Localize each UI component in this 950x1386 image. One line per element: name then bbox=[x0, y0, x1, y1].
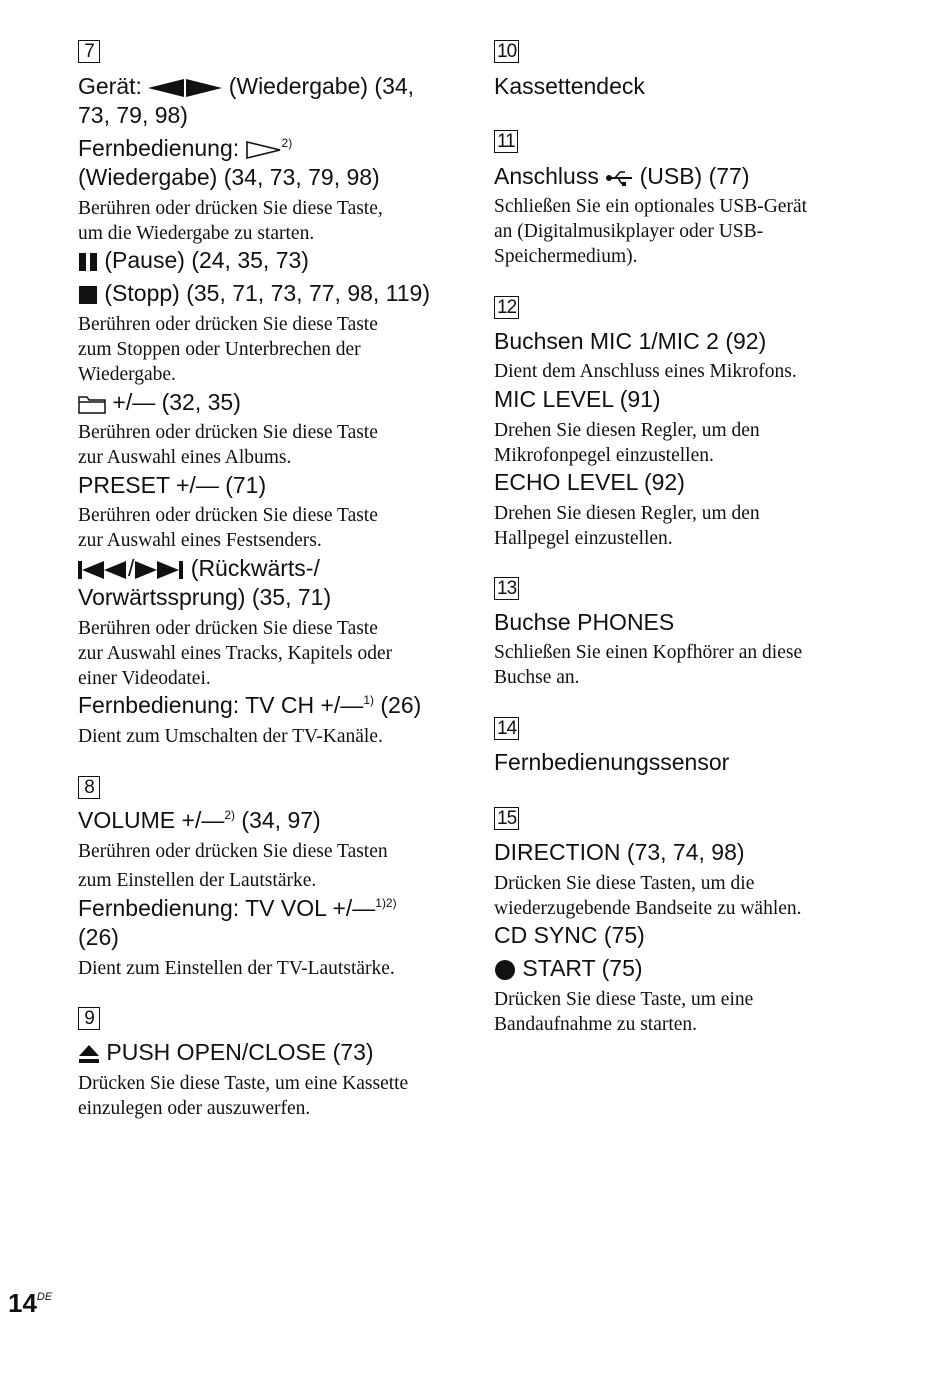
sensor-heading: Fernbedienungssensor bbox=[494, 749, 730, 775]
skip-description-line2: zur Auswahl eines Tracks, Kapitels oder bbox=[78, 643, 393, 664]
tv-ch-ref: (26) bbox=[380, 692, 422, 718]
stop-heading bbox=[78, 279, 430, 308]
footnote-ref: 2) bbox=[224, 808, 236, 822]
fernbedienung-play-heading bbox=[78, 134, 292, 163]
play-description-line2: um die Wiedergabe zu starten. bbox=[78, 223, 315, 244]
geraet-heading bbox=[78, 72, 414, 101]
eject-icon bbox=[78, 1044, 100, 1064]
geraet-label: Gerät: bbox=[78, 73, 142, 99]
skip-back-icon bbox=[78, 560, 128, 580]
skip-separator: / bbox=[128, 555, 135, 581]
push-open-close-label: PUSH OPEN/CLOSE (73) bbox=[106, 1039, 374, 1065]
preset-heading: PRESET +/— (71) bbox=[78, 472, 267, 498]
section-9-number bbox=[78, 1007, 100, 1030]
push-open-close-heading bbox=[78, 1038, 374, 1067]
section-number: 9 bbox=[78, 1007, 100, 1030]
direction-description-line2: wiederzugebende Bandseite zu wählen. bbox=[494, 898, 802, 919]
page-number bbox=[8, 1288, 52, 1319]
folder-description-line2: zur Auswahl eines Albums. bbox=[78, 447, 292, 468]
section-number: 14 bbox=[494, 717, 519, 740]
preset-description-line1: Berühren oder drücken Sie diese Taste bbox=[78, 505, 378, 526]
push-description-line1: Drücken Sie diese Taste, um eine Kassette bbox=[78, 1073, 409, 1094]
stop-description-line3: Wiedergabe. bbox=[78, 364, 176, 385]
skip-description-line1: Berühren oder drücken Sie diese Taste bbox=[78, 618, 378, 639]
direction-heading: DIRECTION (73, 74, 98) bbox=[494, 839, 745, 865]
mic-level-description-line2: Mikrofonpegel einzustellen. bbox=[494, 445, 714, 466]
skip-heading-cont: Vorwärtssprung) (35, 71) bbox=[78, 584, 332, 610]
anschluss-label: Anschluss bbox=[494, 163, 599, 189]
section-number: 13 bbox=[494, 577, 519, 600]
usb-heading bbox=[494, 162, 750, 191]
record-icon bbox=[494, 959, 516, 981]
section-13-number bbox=[494, 577, 519, 600]
tv-ch-heading bbox=[78, 691, 421, 720]
volume-description-line1: Berühren oder drücken Sie diese Tasten bbox=[78, 841, 388, 862]
section-7-number bbox=[78, 40, 100, 63]
echo-level-description-line1: Drehen Sie diesen Regler, um den bbox=[494, 503, 760, 524]
usb-description-line1: Schließen Sie ein optionales USB-Gerät bbox=[494, 196, 808, 217]
skip-heading bbox=[78, 554, 320, 583]
pause-icon bbox=[78, 252, 98, 272]
volume-label: VOLUME +/— bbox=[78, 807, 225, 833]
tv-vol-heading bbox=[78, 894, 397, 923]
start-heading bbox=[494, 954, 643, 983]
pause-heading bbox=[78, 246, 309, 275]
folder-heading bbox=[78, 388, 241, 417]
tv-vol-ref: (26) bbox=[78, 924, 119, 950]
section-number: 8 bbox=[78, 776, 100, 799]
cd-sync-heading: CD SYNC (75) bbox=[494, 922, 645, 948]
usb-ref: (USB) (77) bbox=[639, 163, 750, 189]
folder-description-line1: Berühren oder drücken Sie diese Taste bbox=[78, 422, 378, 443]
footnote-ref: 1) bbox=[363, 693, 374, 707]
section-15-number bbox=[494, 807, 519, 830]
phones-description-line1: Schließen Sie einen Kopfhörer an diese bbox=[494, 642, 803, 663]
stop-label: (Stopp) (35, 71, 73, 77, 98, 119) bbox=[104, 280, 431, 306]
echo-level-heading: ECHO LEVEL (92) bbox=[494, 469, 685, 495]
page-language-suffix: DE bbox=[36, 1291, 53, 1303]
skip-forward-icon bbox=[134, 560, 184, 580]
section-11-number bbox=[494, 130, 518, 153]
section-number: 10 bbox=[494, 40, 519, 63]
volume-description-line2: zum Einstellen der Lautstärke. bbox=[78, 870, 317, 891]
start-description-line1: Drücken Sie diese Taste, um eine bbox=[494, 989, 754, 1010]
stop-description-line2: zum Stoppen oder Unterbrechen der bbox=[78, 339, 361, 360]
preset-description-line2: zur Auswahl eines Festsenders. bbox=[78, 530, 322, 551]
phones-heading: Buchse PHONES bbox=[494, 609, 675, 635]
kassettendeck-heading: Kassettendeck bbox=[494, 73, 645, 99]
echo-level-description-line2: Hallpegel einzustellen. bbox=[494, 528, 673, 549]
mic-level-heading: MIC LEVEL (91) bbox=[494, 386, 661, 412]
skip-description-line3: einer Videodatei. bbox=[78, 668, 211, 689]
section-number: 15 bbox=[494, 807, 519, 830]
stop-icon bbox=[78, 285, 98, 305]
play-reverse-forward-icon bbox=[148, 77, 222, 99]
play-outline-icon bbox=[246, 140, 282, 160]
footnote-ref: 2) bbox=[281, 136, 293, 150]
geraet-ref-cont: 73, 79, 98) bbox=[78, 102, 188, 128]
folder-label: +/— (32, 35) bbox=[112, 389, 241, 415]
mic-description: Dient dem Anschluss eines Mikrofons. bbox=[494, 361, 797, 382]
page-number-value: 14 bbox=[8, 1288, 37, 1318]
skip-label: (Rückwärts-/ bbox=[190, 555, 320, 581]
section-number: 7 bbox=[78, 40, 100, 63]
section-12-number bbox=[494, 296, 519, 319]
play-description-line1: Berühren oder drücken Sie diese Taste, bbox=[78, 198, 383, 219]
mic-level-description-line1: Drehen Sie diesen Regler, um den bbox=[494, 420, 760, 441]
section-8-number bbox=[78, 776, 100, 799]
usb-icon bbox=[605, 170, 633, 186]
tv-ch-label: Fernbedienung: TV CH +/— bbox=[78, 692, 364, 718]
start-label: START (75) bbox=[522, 955, 643, 981]
folder-icon bbox=[78, 394, 106, 414]
usb-description-line3: Speichermedium). bbox=[494, 246, 638, 267]
push-description-line2: einzulegen oder auszuwerfen. bbox=[78, 1098, 311, 1119]
geraet-ref: (Wiedergabe) (34, bbox=[228, 73, 415, 99]
fernbedienung-label: Fernbedienung: bbox=[78, 135, 240, 161]
pause-label: (Pause) (24, 35, 73) bbox=[104, 247, 309, 273]
mic-heading: Buchsen MIC 1/MIC 2 (92) bbox=[494, 328, 767, 354]
tv-vol-description: Dient zum Einstellen der TV-Lautstärke. bbox=[78, 958, 395, 979]
footnote-ref: 1)2) bbox=[375, 896, 397, 910]
volume-ref: (34, 97) bbox=[241, 807, 321, 833]
section-10-number bbox=[494, 40, 519, 63]
tv-ch-description: Dient zum Umschalten der TV-Kanäle. bbox=[78, 726, 383, 747]
section-number: 11 bbox=[494, 130, 518, 153]
fernbedienung-play-ref: (Wiedergabe) (34, 73, 79, 98) bbox=[78, 164, 380, 190]
volume-heading bbox=[78, 806, 321, 835]
section-14-number bbox=[494, 717, 519, 740]
start-description-line2: Bandaufnahme zu starten. bbox=[494, 1014, 698, 1035]
usb-description-line2: an (Digitalmusikplayer oder USB- bbox=[494, 221, 764, 242]
phones-description-line2: Buchse an. bbox=[494, 667, 580, 688]
section-number: 12 bbox=[494, 296, 519, 319]
direction-description-line1: Drücken Sie diese Tasten, um die bbox=[494, 873, 755, 894]
stop-description-line1: Berühren oder drücken Sie diese Taste bbox=[78, 314, 378, 335]
tv-vol-label: Fernbedienung: TV VOL +/— bbox=[78, 895, 376, 921]
